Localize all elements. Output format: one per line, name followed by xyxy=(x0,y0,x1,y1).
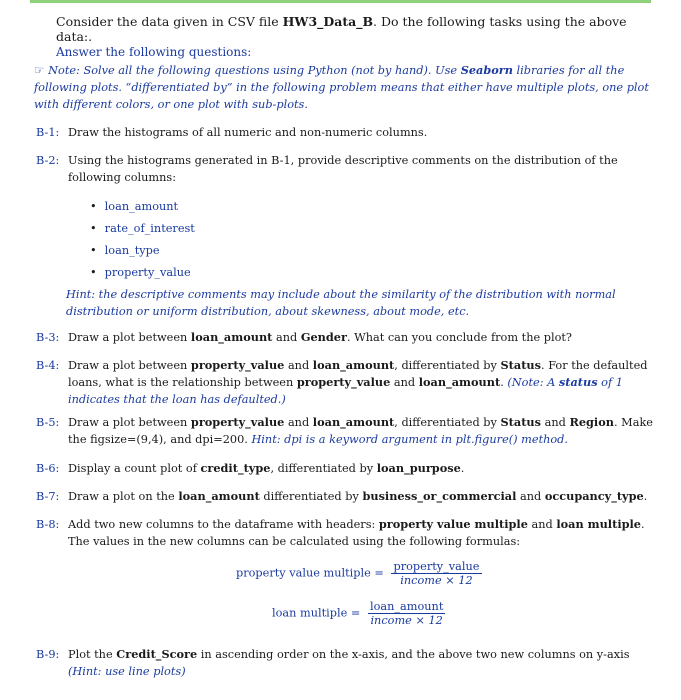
task-b7 xyxy=(36,488,656,505)
task-b9 xyxy=(36,646,656,680)
intro-text: Consider the data given in CSV file xyxy=(56,14,283,29)
task-text: Draw a plot between property_value and loan_amount, differentiated by Status and Region. Make the figsize=(9,4), and dpi=200. Hint: dpi is a keyword argument in plt.figure() method. xyxy=(68,415,653,446)
task-label: B-2: xyxy=(36,154,60,167)
intro-line xyxy=(56,14,656,44)
intro-text-end: . Do the following tasks using the above data:. xyxy=(56,14,627,44)
task-text: Draw a plot between property_value and loan_amount, differentiated by Status. For the defaulted loans, what is the relationship between property_value and loan_amount. (Note: A status of 1 indicates that the loan has defaulted.) xyxy=(68,358,648,406)
task-text: Display a count plot of credit_type, differentiated by loan_purpose. xyxy=(68,461,465,475)
task-label: B-9: xyxy=(36,648,60,661)
formula-loan-multiple: loan multiple = $\frac{\text{loan\_amount}}{\text{income × 12}}$ xyxy=(272,600,444,627)
task-text: Draw a plot between loan_amount and Gender. What can you conclude from the plot? xyxy=(68,330,572,344)
b2-hint: Hint: the descriptive comments may include about the similarity of the distribution with normal distribution or uniform distribution, about skewness, about mode, etc. xyxy=(66,288,616,318)
pointing-hand-icon: ☞ xyxy=(34,64,45,77)
list-item: • loan_amount xyxy=(90,196,195,218)
seaborn-keyword: Seaborn xyxy=(460,63,513,77)
task-b1 xyxy=(36,124,656,141)
task-label: B-4: xyxy=(36,359,60,372)
task-b8 xyxy=(36,516,656,550)
task-text: Draw a plot on the loan_amount differentiated by business_or_commercial and occupancy_type. xyxy=(68,489,648,503)
task-label: B-6: xyxy=(36,462,60,475)
file-name: HW3_Data_B xyxy=(282,14,374,29)
task-text: Plot the Credit_Score in ascending order on the x-axis, and the above two new columns on y-axis (Hint: use line plots) xyxy=(68,647,630,678)
task-text: Using the histograms generated in B-1, provide descriptive comments on the distribution of the following columns: xyxy=(68,154,618,184)
task-b4 xyxy=(36,357,656,408)
list-item: • rate_of_interest xyxy=(90,218,195,240)
formula-property-value-multiple: property value multiple = $\frac{\text{property\_value}}{\text{income × 12}}$ xyxy=(236,560,480,587)
task-label: B-1: xyxy=(36,126,60,139)
list-item: • property_value xyxy=(90,262,195,284)
note-paragraph: ☞ Note: Solve all the following questions using Python (not by hand). Use Seaborn libraries for all the following plots. “differentiated by” in the following problem means that either have multiple plots, one plot with different colors, or one plot with sub-plots. xyxy=(34,63,649,111)
column-list xyxy=(90,196,195,284)
task-label: B-3: xyxy=(36,331,60,344)
task-b5 xyxy=(36,414,656,448)
top-border xyxy=(30,0,651,3)
task-b2 xyxy=(36,152,656,186)
task-b3 xyxy=(36,329,656,346)
answer-heading: Answer the following questions: xyxy=(56,45,252,59)
task-b6 xyxy=(36,460,656,477)
task-text: Draw the histograms of all numeric and non-numeric columns. xyxy=(68,126,428,139)
task-label: B-5: xyxy=(36,416,60,429)
task-label: B-8: xyxy=(36,518,60,531)
task-label: B-7: xyxy=(36,490,60,503)
task-text: Add two new columns to the dataframe with headers: property value multiple and loan multiple. The values in the new columns can be calculated using the following formulas: xyxy=(68,517,645,548)
list-item: • loan_type xyxy=(90,240,195,262)
